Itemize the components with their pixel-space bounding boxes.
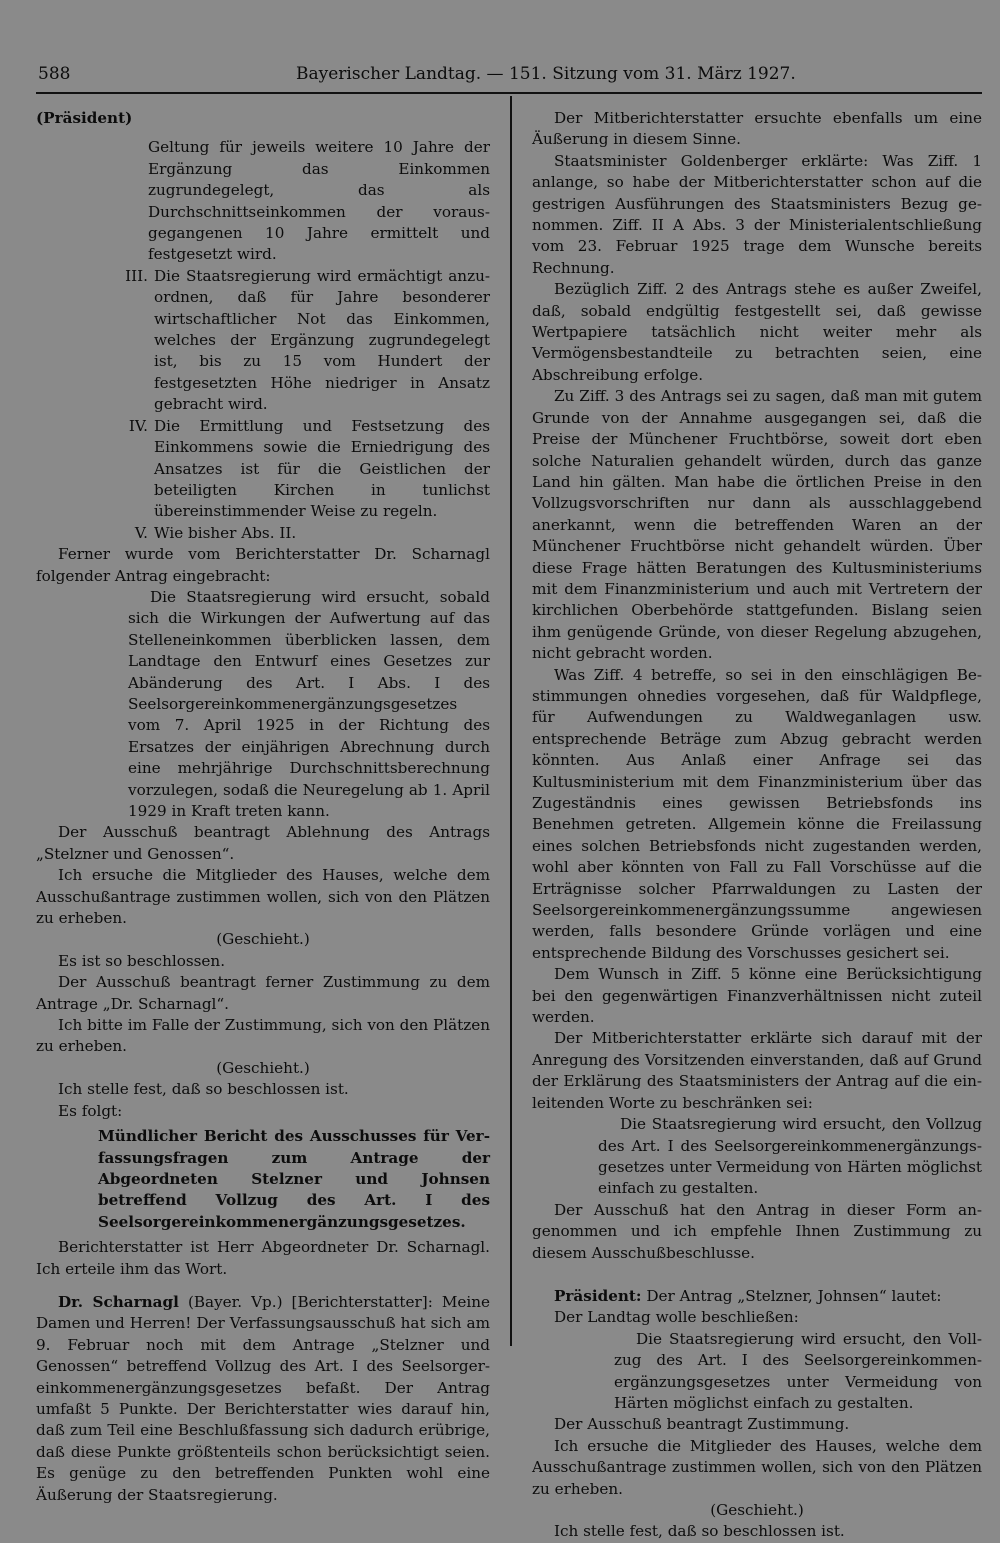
speech-speaker: Dr. Scharnagl — [58, 1292, 179, 1311]
section-heading: Mündlicher Bericht des Ausschusses für Verfassungsfragen zum Antrage der Abgeordneten Stelzner und Johnsen betreffend Vollzug des Art. I des Seelsorgereinkommenergänzungsgesetzes. — [98, 1127, 490, 1231]
numbered-item-5 — [36, 523, 490, 544]
item-text: Die Ermittlung und Festsetzung des Einkommens sowie die Erniedrigung des Ansatzes ist für die Geistlichen der beteiligten Kirchen in tunlichst übereinstimmender Weise zu regeln. — [154, 416, 490, 521]
paragraph: Berichterstatter ist Herr Abgeordneter Dr. Scharnagl. Ich erteile ihm das Wort. — [36, 1238, 490, 1278]
item-number: III. — [125, 266, 148, 285]
page-header — [38, 64, 796, 92]
speech-text: Meine Damen und Herren! Der Verfassungsausschuß hat sich am 9. Februar noch mit dem Antrage „Stelzner und Genossen“ betreffend Vollzug des Art. I des Seelsorgereinkommenergänzungsgesetzes befaßt. Der Antrag umfaßt 5 Punkte. Der Berichterstatter wies darauf hin, daß zum Teil eine Beschlußfassung sich dadurch erübrige, daß diese Punkte größtenteils schon berücksichtigt seien. Es genüge zu den betreffenden Punkten wohl eine Äußerung der Staatsregierung. — [36, 1292, 490, 1504]
paragraph: Bezüglich Ziff. 2 des Antrags stehe es außer Zweifel, daß, sobald endgültig festgestellt sei, daß gewisse Wertpapiere tatsächlich nicht weiter mehr als Vermögensbestandteile zu betrachten seien, eine Abschreibung erfolge. — [532, 280, 982, 384]
paragraph: Es ist so beschlossen. — [58, 951, 226, 970]
item-text: Die Staatsregierung wird ermächtigt anzuordnen, daß für Jahre besonderer wirtschaftlicher Not das Einkommen, welches der Ergänzung zugrundegelegt ist, bis zu 15 vom Hundert der festgesetzten Höhe niedriger in Ansatz gebracht wird. — [154, 266, 490, 414]
stage-direction: (Geschieht.) — [216, 1058, 310, 1077]
motion-quote: Die Staatsregierung wird ersucht, den Vollzug des Art. I des Seelsorgereinkommenergänzungsgesetzes unter Vermeidung von Härten möglichst einfach zu gestalten. — [598, 1115, 982, 1198]
president-label: Präsident: — [554, 1286, 642, 1305]
paragraph: Es folgt: — [58, 1101, 123, 1120]
right-column — [532, 108, 982, 1543]
president-paragraph — [532, 1286, 982, 1307]
left-column — [36, 108, 490, 1506]
quote-text: Die Staatsregierung wird ersucht, sobald sich die Wirkungen der Aufwertung auf das Stelleneinkommen überblicken lassen, dem Landtage den Entwurf eines Gesetzes zur Abänderung des Art. I Abs. I des Seelsorgereinkommenergänzungsgesetzes vom 7. April 1925 in der Richtung des Ersatzes der einjährigen Abrechnung durch eine mehrjährige Durchschnittsberechnung vorzulegen, sodaß die Neuregelung ab 1. April 1929 in Kraft treten kann. — [128, 587, 490, 820]
paragraph: Zu Ziff. 3 des Antrags sei zu sagen, daß man mit gutem Grunde von der Annahme ausgegangen sei, daß die Preise der Münchener Fruchtbörse, soweit dort eben solche Naturalien gehandelt würden, durch das ganze Land hin gälten. Man habe die örtlichen Preise in den Vollzugsvorschriften nur dann als ausschlaggebend anerkannt, wenn die betreffenden Waren an der Münchener Fruchtbörse nicht gehandelt würden. Über diese Frage hätten Beratungen des Kultusministeriums mit dem Finanzministerium und auch mit Vertretern der kirchlichen Oberbehörde stattgefunden. Bislang seien ihm genügende Gründe, von dieser Regelung abzugehen, nicht gebracht worden. — [532, 387, 982, 663]
motion-quote — [128, 587, 490, 822]
paragraph: Der Ausschuß hat den Antrag in dieser Form angenommen und ich empfehle Ihnen Zustimmung zu diesem Ausschußbeschlusse. — [532, 1200, 982, 1262]
president-text: Der Antrag „Stelzner, Johnsen“ lautet: — [646, 1286, 942, 1305]
page-number: 588 — [38, 64, 71, 84]
paragraph: Der Mitberichterstatter erklärte sich darauf mit der Anregung des Vorsitzenden einverstanden, daß auf Grund der Erklärung des Staatsministers der Antrag auf die einleitenden Worte zu beschränken sei: — [532, 1029, 982, 1112]
paragraph: Ich ersuche die Mitglieder des Hauses, welche dem Ausschußantrage zustimmen wollen, sich von den Plätzen zu erheben. — [36, 866, 490, 928]
speaker-label: (Präsident) — [36, 109, 133, 127]
stage-direction: (Geschieht.) — [216, 930, 310, 949]
paragraph: Staatsminister Goldenberger erklärte: Was Ziff. 1 anlange, so habe der Mitberichterstatter schon auf die gestrigen Ausführungen des Staatsministers Bezug genommen. Ziff. II A Abs. 3 der Ministerialentschließung vom 23. Februar 1925 trage dem Wunsche bereits Rechnung. — [532, 151, 982, 277]
item-number: V. — [134, 523, 148, 542]
paragraph: Der Ausschuß beantragt Zustimmung. — [554, 1415, 850, 1434]
speech-paragraph — [36, 1292, 490, 1506]
paragraph: Ich ersuche die Mitglieder des Hauses, welche dem Ausschußantrage zustimmen wollen, sich von den Plätzen zu erheben. — [532, 1436, 982, 1498]
paragraph: Ich stelle fest, daß so beschlossen ist. — [554, 1522, 845, 1541]
paragraph: Der Landtag wolle beschließen: — [554, 1308, 799, 1327]
paragraph: Ferner wurde vom Berichterstatter Dr. Scharnagl folgender Antrag eingebracht: — [36, 545, 490, 585]
paragraph: Der Mitberichterstatter ersuchte ebenfalls um eine Äußerung in diesem Sinne. — [532, 109, 982, 149]
header-rule — [36, 92, 982, 94]
item-text: Wie bisher Abs. II. — [154, 523, 297, 542]
paragraph: Der Ausschuß beantragt Ablehnung des Antrags „Stelzner und Genossen“. — [36, 823, 490, 863]
motion-quote: Die Staatsregierung wird ersucht, den Vollzug des Art. I des Seelsorgereinkommenergänzungsgesetzes unter Vermeidung von Härten möglichst einfach zu gestalten. — [614, 1329, 982, 1412]
paragraph: Ich stelle fest, daß so beschlossen ist. — [58, 1080, 349, 1099]
stage-direction: (Geschieht.) — [710, 1501, 804, 1519]
running-head: Bayerischer Landtag. — 151. Sitzung vom 31. März 1927. — [296, 64, 796, 84]
speech-party: (Bayer. Vp.) [Berichterstatter]: — [187, 1292, 433, 1311]
numbered-item-4 — [36, 416, 490, 523]
paragraph: Der Ausschuß beantragt ferner Zustimmung zu dem Antrage „Dr. Scharnagl“. — [36, 973, 490, 1013]
column-divider — [510, 96, 512, 1346]
item-number: IV. — [128, 416, 148, 435]
paragraph: Ich bitte im Falle der Zustimmung, sich von den Plätzen zu erheben. — [36, 1016, 490, 1056]
continued-paragraph: Geltung für jeweils weitere 10 Jahre der Ergänzung das Einkommen zugrundegelegt, das als Durchschnittseinkommen der vorausgegangenen 10 Jahre ermittelt und festgesetzt wird. — [148, 138, 490, 264]
paragraph: Dem Wunsch in Ziff. 5 könne eine Berücksichtigung bei den gegenwärtigen Finanzverhältnissen nicht zuteil werden. — [532, 965, 982, 1027]
paragraph: Was Ziff. 4 betreffe, so sei in den einschlägigen Bestimmungen ohnedies vorgesehen, daß für Waldpflege, für Aufwendungen zu Waldweganlagen usw. entsprechende Beträge zum Abzug gebracht werden könnten. Aus Anlaß einer Anfrage sei das Kultusministerium mit dem Finanzministerium über das Zugeständnis eines gewissen Betriebsfonds ins Benehmen getreten. Allgemein könne die Freilassung eines solchen Betriebsfonds nicht zugestanden werden, wohl aber könnten von Fall zu Fall Vorschüsse auf die Erträgnisse solcher Pfarrwaldungen zu Lasten der Seelsorgereinkommenergänzungssumme angewiesen werden, falls besondere Gründe vorlägen und eine entsprechende Bildung des Vorschusses gesichert sei. — [532, 665, 982, 962]
numbered-item-3 — [36, 266, 490, 416]
